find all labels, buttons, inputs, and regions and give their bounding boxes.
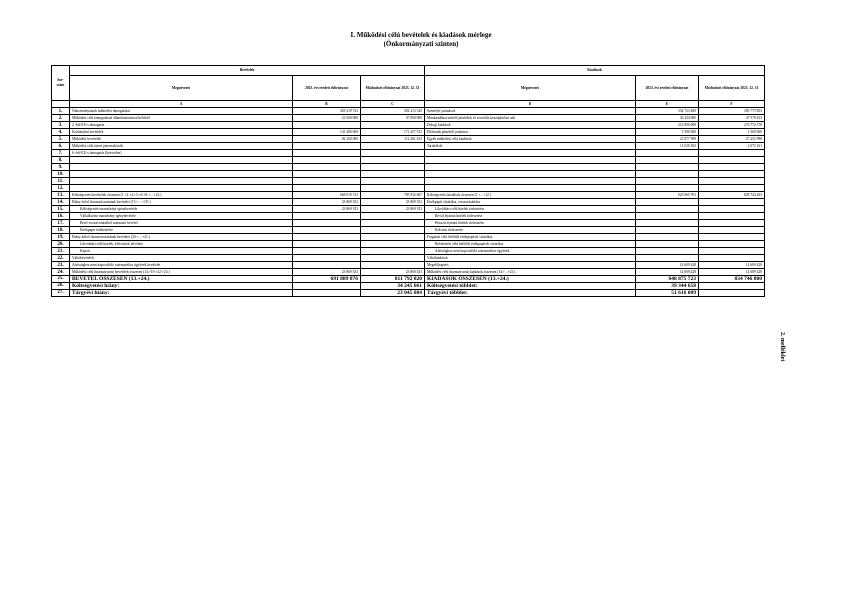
expense-original: 14 609 428 [636, 262, 699, 269]
expense-total-original: 51 616 089 [636, 290, 699, 297]
table-row [52, 213, 765, 220]
table-row [52, 185, 765, 192]
expense-modified: 1 500 000 [699, 129, 765, 136]
revenue-total-label: BEVÉTEL ÖSSZESEN (13.+24.) [70, 276, 293, 283]
row-number: 16. [52, 213, 70, 220]
expense-label [425, 164, 636, 171]
revenue-original [293, 241, 361, 248]
revenue-original: 135 400 000 [293, 129, 361, 136]
expense-original: 625 065 701 [636, 192, 699, 199]
table-row [52, 136, 765, 143]
expense-modified [699, 171, 765, 178]
table-row [52, 199, 765, 206]
revenue-original [293, 262, 361, 269]
expense-label: Személyi juttatások [425, 108, 636, 115]
table-row [52, 192, 765, 199]
revenue-modified [361, 178, 425, 185]
revenue-original [293, 122, 361, 129]
revenue-label [70, 157, 293, 164]
revenue-original [293, 178, 361, 185]
revenue-modified [361, 143, 425, 150]
revenue-label: Likviditási célú hitelek, kölcsönök felvétele [70, 241, 293, 248]
revenue-modified: 785 932 667 [361, 192, 425, 199]
revenue-modified [361, 248, 425, 255]
revenue-modified: 112 261 435 [361, 136, 425, 143]
expense-original: 11 030 302 [636, 143, 699, 150]
table-body [52, 108, 765, 297]
row-number: 24. [52, 269, 70, 276]
revenue-label: Váltóbevételek [70, 255, 293, 262]
letter-f: F [699, 101, 765, 108]
expense-modified [699, 255, 765, 262]
revenue-original [293, 164, 361, 171]
expense-original [636, 157, 699, 164]
letter-a: A [70, 101, 293, 108]
revenue-total-modified: 23 045 084 [361, 290, 425, 297]
revenue-modified [361, 262, 425, 269]
table-row [52, 108, 765, 115]
header-bev-megnevezes: Megnevezés [70, 76, 293, 101]
expense-label: Értékpapír vásárlása, visszavásárlása [425, 199, 636, 206]
row-number: 18. [52, 227, 70, 234]
row-number: 5. [52, 136, 70, 143]
expense-label: Hosszú lejáratú hitelek törlesztése [425, 220, 636, 227]
row-number: 7. [52, 150, 70, 157]
table-row [52, 262, 765, 269]
row-number: 19. [52, 234, 70, 241]
row-number: 1. [52, 108, 70, 115]
revenue-label [70, 185, 293, 192]
expense-label [425, 171, 636, 178]
table-row [52, 206, 765, 213]
expense-modified [699, 164, 765, 171]
revenue-label [70, 164, 293, 171]
expense-original: 212 900 000 [636, 122, 699, 129]
row-number: 2. [52, 115, 70, 122]
header-bev-eredeti: 2023. évi eredeti előirányzat [293, 76, 361, 101]
revenue-label: Működési célú finanszírozási bevételek összesen (14.+19.+22.+23.) [70, 269, 293, 276]
revenue-label: Közhatalmi bevételek [70, 129, 293, 136]
revenue-label: Adóssághoz nem kapcsolódó származékos ügyletek bevételei [70, 262, 293, 269]
expense-original [636, 255, 699, 262]
expense-modified [699, 234, 765, 241]
expense-total-original: 648 875 723 [636, 276, 699, 283]
header-kiad-modositott: Módosított előirányzat 2023. 12. 31 [699, 76, 765, 101]
expense-modified: 828 744 203 [699, 192, 765, 199]
expense-label: Befektetési célú belföldi értékpapírok vásárlása [425, 241, 636, 248]
revenue-modified: 23 869 353 [361, 269, 425, 276]
table-row [52, 255, 765, 262]
revenue-modified [361, 234, 425, 241]
total-row [52, 290, 765, 297]
expense-total-label: Költségvetési többlet: [425, 283, 636, 290]
expense-label: Tartalékok [425, 143, 636, 150]
revenue-label [70, 178, 293, 185]
revenue-original: 21 000 000 [293, 115, 361, 122]
table-row [52, 241, 765, 248]
row-number: 13. [52, 192, 70, 199]
revenue-label: Hiány külső finanszírozásának bevételei (20.+…+21.) [70, 234, 293, 241]
revenue-original [293, 248, 361, 255]
revenue-original [293, 185, 361, 192]
revenue-label: 2.-ből EU-s támogatás [70, 122, 293, 129]
side-note: 2. melléklet [779, 332, 785, 362]
letter-c: C [361, 101, 425, 108]
row-number: 17. [52, 220, 70, 227]
expense-label [425, 157, 636, 164]
expense-original: 43 234 000 [636, 115, 699, 122]
expense-original [636, 150, 699, 157]
letter-d: D [425, 101, 636, 108]
row-number: 26. [52, 283, 70, 290]
total-row [52, 276, 765, 283]
revenue-original [293, 150, 361, 157]
revenue-original: 82 200 000 [293, 136, 361, 143]
table-row [52, 150, 765, 157]
revenue-original [293, 171, 361, 178]
row-number: 14. [52, 199, 70, 206]
row-number: 21. [52, 248, 70, 255]
revenue-modified: 494 213 320 [361, 108, 425, 115]
header-kiad-eredeti: 2023. évi eredeti előirányzat [636, 76, 699, 101]
expense-label: Forgatási célú belföldi értékpapírok vásárlása [425, 234, 636, 241]
letter-b: B [293, 101, 361, 108]
revenue-total-modified: 34 245 661 [361, 283, 425, 290]
revenue-label: 6.-ból EU-s támogatás (közvetlen) [70, 150, 293, 157]
revenue-label: Értékpapír értékesítése [70, 227, 293, 234]
revenue-label: Önkormányzatok működési támogatásai [70, 108, 293, 115]
expense-total-label: Tárgyévi többlet: [425, 290, 636, 297]
row-number: 9. [52, 164, 70, 171]
balance-table [51, 65, 765, 297]
expense-modified [699, 227, 765, 234]
header-bevetelek: Bevételek [70, 66, 425, 76]
expense-modified [699, 157, 765, 164]
revenue-original: 429 219 723 [293, 108, 361, 115]
expense-modified: 14 609 428 [699, 269, 765, 276]
revenue-total-original [293, 290, 361, 297]
expense-original [636, 213, 699, 220]
expense-original [636, 248, 699, 255]
revenue-label: Kapott [70, 248, 293, 255]
table-row [52, 164, 765, 171]
expense-original: 334 723 400 [636, 108, 699, 115]
revenue-label: Működési célú támogatások államháztartáson belülről [70, 115, 293, 122]
header-kiad-megnevezes: Megnevezés [425, 76, 636, 101]
row-number: 15. [52, 206, 70, 213]
table-row [52, 220, 765, 227]
expense-modified: 47 578 813 [699, 115, 765, 122]
revenue-modified: 171 457 912 [361, 129, 425, 136]
total-row [52, 283, 765, 290]
row-number: 8. [52, 157, 70, 164]
row-number: 12. [52, 185, 70, 192]
revenue-modified [361, 185, 425, 192]
table-row [52, 178, 765, 185]
revenue-label: Hiány belső finanszírozásának bevételei (15.+…+18. ) [70, 199, 293, 206]
expense-total-modified [699, 283, 765, 290]
header-kiadasok: Kiadások [425, 66, 765, 76]
revenue-original [293, 227, 361, 234]
row-number: 20. [52, 241, 70, 248]
expense-modified: 14 609 428 [699, 262, 765, 269]
revenue-original [293, 220, 361, 227]
expense-modified [699, 213, 765, 220]
revenue-label: Költségvetési maradvány igénybevétele [70, 206, 293, 213]
revenue-label: Költségvetési bevételek összesen (1.+2.+4.+5.+6.+8.+…+12.) [70, 192, 293, 199]
revenue-modified [361, 227, 425, 234]
revenue-total-label: Tárgyévi hiány: [70, 290, 293, 297]
expense-modified: 383 775 853 [699, 108, 765, 115]
expense-modified [699, 178, 765, 185]
revenue-original: 23 869 353 [293, 206, 361, 213]
revenue-modified [361, 157, 425, 164]
revenue-modified [361, 220, 425, 227]
expense-label: Váltókiadások [425, 255, 636, 262]
table-row [52, 227, 765, 234]
row-number: 3. [52, 122, 70, 129]
row-number: 22. [52, 255, 70, 262]
revenue-total-original: 691 889 076 [293, 276, 361, 283]
row-number: 6. [52, 143, 70, 150]
expense-modified: 276 772 378 [699, 122, 765, 129]
expense-modified [699, 199, 765, 206]
revenue-modified [361, 213, 425, 220]
letter-blank [52, 101, 70, 108]
expense-label [425, 178, 636, 185]
table-row [52, 234, 765, 241]
revenue-label [70, 171, 293, 178]
expense-label: Egyéb működési célú kiadások [425, 136, 636, 143]
revenue-total-original [293, 283, 361, 290]
expense-original [636, 171, 699, 178]
table-row [52, 115, 765, 122]
expense-label: Adóssághoz nem kapcsolódó származékos ügyletek [425, 248, 636, 255]
revenue-label: Működési bevételek [70, 136, 293, 143]
revenue-label: Betét visszavonásából származó bevétel [70, 220, 293, 227]
expense-original [636, 164, 699, 171]
revenue-modified [361, 164, 425, 171]
expense-total-modified: 834 746 880 [699, 276, 765, 283]
expense-modified [699, 206, 765, 213]
expense-original [636, 241, 699, 248]
row-number: 10. [52, 171, 70, 178]
title-line-2: (Önkormányzati szinten) [383, 40, 459, 48]
expense-total-modified [699, 290, 765, 297]
expense-modified [699, 241, 765, 248]
revenue-original: 668 019 723 [293, 192, 361, 199]
revenue-original [293, 157, 361, 164]
revenue-original [293, 255, 361, 262]
revenue-modified [361, 150, 425, 157]
revenue-modified [361, 255, 425, 262]
table-row [52, 269, 765, 276]
table-row [52, 248, 765, 255]
expense-label: Működési célú finanszírozási kiadások összesen (14.+...+23.) [425, 269, 636, 276]
expense-label: Ellátottak pénzbeli juttatásai [425, 129, 636, 136]
expense-total-label: KIADÁSOK ÖSSZESEN (13.+24.) [425, 276, 636, 283]
row-number: 25. [52, 276, 70, 283]
revenue-original [293, 234, 361, 241]
revenue-modified [361, 241, 425, 248]
revenue-total-modified: 811 792 020 [361, 276, 425, 283]
expense-label: Likviditási célú hitelek törlesztése [425, 206, 636, 213]
expense-original: 14 609 428 [636, 269, 699, 276]
table-row [52, 122, 765, 129]
expense-original [636, 206, 699, 213]
table-row [52, 171, 765, 178]
expense-original [636, 234, 699, 241]
revenue-modified [361, 171, 425, 178]
page-title [0, 31, 842, 49]
title-line-1: I. Működési célú bevételek és kiadások mérlege [350, 31, 492, 39]
header-bev-modositott: Módosított előirányzat 2023. 12. 31 [361, 76, 425, 101]
expense-label: Munkaadókat terhelő járulékok és szociális hozzájárulási adó [425, 115, 636, 122]
expense-total-original: 39 344 658 [636, 283, 699, 290]
expense-original [636, 185, 699, 192]
revenue-label: Vállalkozási maradvány igénybevétele [70, 213, 293, 220]
expense-modified [699, 150, 765, 157]
revenue-label: Működési célú átvett pénzeszközök [70, 143, 293, 150]
table-row [52, 129, 765, 136]
header-sor-szam: Sor-szám [52, 66, 70, 101]
expense-label: Kölcsön törlesztése [425, 227, 636, 234]
letter-e: E [636, 101, 699, 108]
table-row [52, 157, 765, 164]
revenue-modified: 23 869 353 [361, 206, 425, 213]
expense-original: 21 877 999 [636, 136, 699, 143]
expense-label: Megelőlegezés [425, 262, 636, 269]
revenue-modified: 47 000 000 [361, 115, 425, 122]
expense-original [636, 178, 699, 185]
revenue-original [293, 143, 361, 150]
expense-label: Rövid lejáratú hitelek törlesztése [425, 213, 636, 220]
expense-label [425, 185, 636, 192]
row-number: 23. [52, 262, 70, 269]
row-number: 11. [52, 178, 70, 185]
expense-original [636, 199, 699, 206]
expense-label: Költségvetési kiadások összesen (1.+...+12.) [425, 192, 636, 199]
row-number: 27. [52, 290, 70, 297]
revenue-modified: 23 869 353 [361, 199, 425, 206]
row-number: 4. [52, 129, 70, 136]
expense-modified: 2 072 161 [699, 143, 765, 150]
revenue-original: 23 869 353 [293, 199, 361, 206]
revenue-modified [361, 122, 425, 129]
expense-original [636, 220, 699, 227]
revenue-original: 23 869 353 [293, 269, 361, 276]
expense-label: Dologi kiadások [425, 122, 636, 129]
revenue-original [293, 213, 361, 220]
expense-modified [699, 220, 765, 227]
expense-label [425, 150, 636, 157]
revenue-total-label: Költségvetési hiány: [70, 283, 293, 290]
table-row [52, 143, 765, 150]
expense-modified [699, 185, 765, 192]
expense-original: 1 500 000 [636, 129, 699, 136]
expense-modified [699, 248, 765, 255]
expense-modified: 27 252 998 [699, 136, 765, 143]
expense-original [636, 227, 699, 234]
